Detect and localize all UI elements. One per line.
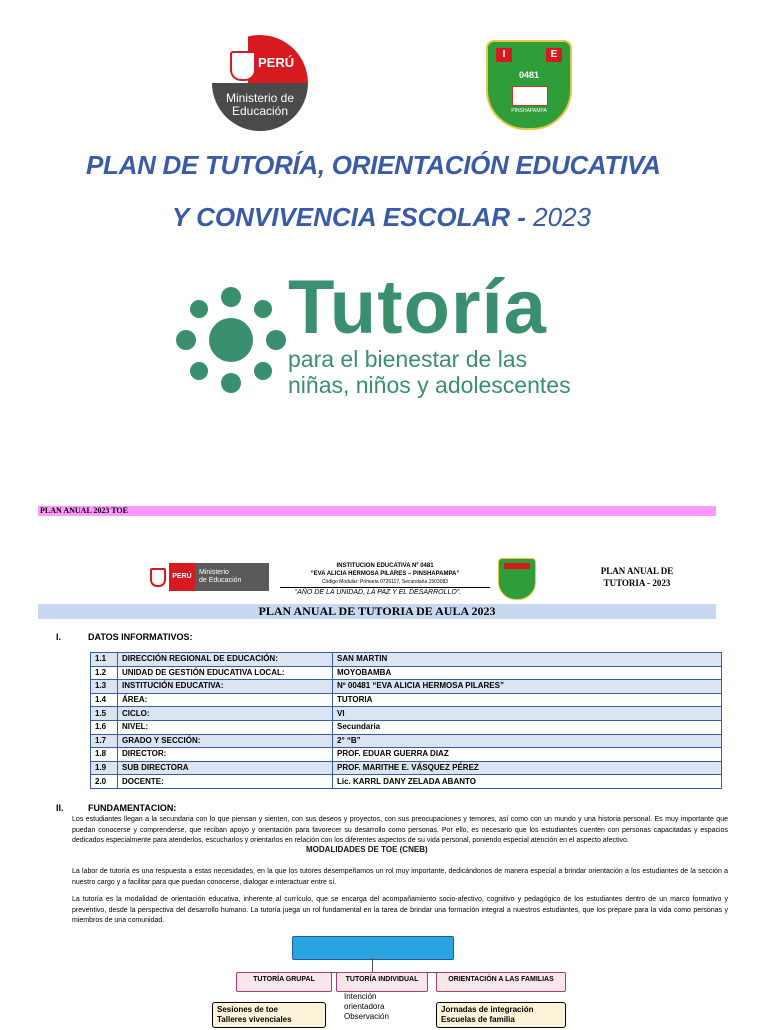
plan-anual-line1: PLAN ANUAL DE xyxy=(600,566,674,576)
row-number: 1.3 xyxy=(91,680,118,694)
school-crest xyxy=(486,40,572,130)
table-row xyxy=(91,666,722,680)
row-label: DOCENTE: xyxy=(118,775,333,789)
year-motto: “AÑO DE LA UNIDAD, LA PAZ Y EL DESARROLLO”. xyxy=(294,589,462,596)
crest-number: 0481 xyxy=(518,70,540,80)
table-row xyxy=(91,653,722,667)
sub-grupal-line2: Talleres vivenciales xyxy=(217,1015,292,1024)
table-row xyxy=(91,761,722,775)
table-row xyxy=(91,707,722,721)
crest-letter-i: I xyxy=(496,48,512,62)
row-number: 1.4 xyxy=(91,693,118,707)
diagram-box-tutoria-grupal: TUTORÍA GRUPAL xyxy=(236,972,332,992)
plan-anual-bar: PLAN ANUAL 2023 TOE xyxy=(38,506,716,516)
tutoria-dots-icon xyxy=(172,285,290,395)
row-number: 1.7 xyxy=(91,734,118,748)
table-row xyxy=(91,734,722,748)
tutoria-subtitle-2: niñas, niños y adolescentes xyxy=(288,372,571,398)
row-label: GRADO Y SECCIÓN: xyxy=(118,734,333,748)
peru-shield-icon xyxy=(230,51,256,81)
sub-individual-line3: Observación xyxy=(344,1012,389,1021)
tutoria-word: Tutoría xyxy=(288,265,547,350)
row-number: 1.5 xyxy=(91,707,118,721)
plan-anual-line2: TUTORIA - 2023 xyxy=(603,578,671,588)
table-row xyxy=(91,693,722,707)
table-row xyxy=(91,680,722,694)
row-label: CICLO: xyxy=(118,707,333,721)
row-label: DIRECCIÓN REGIONAL DE EDUCACIÓN: xyxy=(118,653,333,667)
row-number: 2.0 xyxy=(91,775,118,789)
row-number: 1.2 xyxy=(91,666,118,680)
section1-number: I. xyxy=(56,632,62,642)
diagram-sub-individual xyxy=(340,990,430,1030)
table-row xyxy=(91,720,722,734)
row-value: Nº 00481 “EVA ALICIA HERMOSA PILARES” xyxy=(333,680,722,694)
diagram-box-orientacion-familias: ORIENTACIÓN A LAS FAMILIAS xyxy=(436,972,566,992)
cover-title-line2 xyxy=(172,202,591,233)
small-minedu-line1: Ministerio xyxy=(199,569,229,576)
small-minedu-text xyxy=(195,563,269,591)
row-number: 1.6 xyxy=(91,720,118,734)
section1-label: DATOS INFORMATIVOS: xyxy=(88,632,193,642)
plan-anual-heading xyxy=(572,565,702,589)
row-value: SAN MARTIN xyxy=(333,653,722,667)
cover-title-line1: PLAN DE TUTORÍA, ORIENTACIÓN EDUCATIVA xyxy=(86,150,661,180)
row-label: INSTITUCIÓN EDUCATIVA: xyxy=(118,680,333,694)
paragraph-1: Los estudiantes llegan a la secundaria con lo que piensan y sienten, con sus deseos y proyectos, con sus preocupaciones y temores, así como con un mundo y una historia personal. Es muy importante que puedan conocerse y comprenderse, que reciban apoyo y orientación para favorecer su desarrollo como personas. Por ello, es necesario que los estudiantes cuenten con personas capacitadas y espacios dedicados especialmente para atenderlos, escucharlos y orientarlos en relación con los diferentes aspectos de su vida personal, poniendo especial atención en el aspecto afectivo. xyxy=(72,816,728,844)
cover-title-year: 2023 xyxy=(533,202,591,232)
sub-grupal-line1: Sesiones de toe xyxy=(217,1005,278,1014)
sub-individual-line2: orientadora xyxy=(344,1002,385,1011)
small-minedu-logo xyxy=(145,563,269,591)
cover-title-text: Y CONVIVENCIA ESCOLAR - xyxy=(172,202,534,232)
datos-table xyxy=(90,652,722,789)
sub-individual-line1: Intención xyxy=(344,992,377,1001)
tutoria-subtitle-1: para el bienestar de las xyxy=(288,346,528,372)
minedu-name: Ministerio de Educación xyxy=(225,91,295,118)
sub-familias-line1: Jornadas de integración xyxy=(441,1005,534,1014)
row-label: UNIDAD DE GESTIÓN EDUCATIVA LOCAL: xyxy=(118,666,333,680)
section2-number: II. xyxy=(56,803,64,813)
inst-code: Código Modular: Primaria 0726117, Secundaria 1503083 xyxy=(321,579,449,585)
institution-heading xyxy=(280,562,490,586)
table-row xyxy=(91,775,722,789)
diagram-sub-familias xyxy=(436,1002,566,1028)
row-number: 1.1 xyxy=(91,653,118,667)
diagram-box-tutoria-individual: TUTORÍA INDIVIDUAL xyxy=(336,972,428,992)
modalidades-title: MODALIDADES DE TOE (CNEB) xyxy=(306,845,428,854)
row-number: 1.9 xyxy=(91,761,118,775)
diagram-sub-grupal xyxy=(212,1002,326,1028)
row-value: VI xyxy=(333,707,722,721)
row-label: SUB DIRECTORA xyxy=(118,761,333,775)
paragraph-2: La labor de tutoría es una respuesta a estas necesidades, en la que los tutores desempeñamos un rol muy importante, dedicándonos de manera especial a brindar orientación a los estudiantes de la sección a nuestro cargo y a facilitar para que puedan conocerse, dialogar e interactuar entre sí. xyxy=(72,868,728,886)
small-minedu-line2: de Educación xyxy=(199,577,242,584)
crest-letter-e: E xyxy=(546,48,562,62)
sub-familias-line2: Escuelas de familia xyxy=(441,1015,515,1024)
paragraph-3: La tutoría es la modalidad de orientación educativa, inherente al currículo, que se encarga del acompañamiento socio-afectivo, cognitivo y pedagógico de los estudiantes dentro de un marco formativo y preventivo, desde la perspectiva del desarrollo humano. La tutoría juega un rol fundamental en la tarea de brindar una formación integral a nuestros estudiantes, que los prepare para la vida como personas y miembros de una comunidad. xyxy=(72,896,728,924)
row-value: Lic. KARRL DANY ZELADA ABANTO xyxy=(333,775,722,789)
row-value: MOYOBAMBA xyxy=(333,666,722,680)
diagram-root-box xyxy=(292,936,454,960)
row-value: Secundaria xyxy=(333,720,722,734)
crest-place: PINSHAPAMPA xyxy=(511,108,547,114)
row-value: TUTORIA xyxy=(333,693,722,707)
main-title: PLAN ANUAL DE TUTORIA DE AULA 2023 xyxy=(38,604,716,619)
small-peru-text: PERÚ xyxy=(169,563,195,591)
row-number: 1.8 xyxy=(91,748,118,762)
inst-line1: INSTITUCION EDUCATIVA Nº 0481 xyxy=(336,563,434,569)
row-value: PROF. MARITHE E. VÁSQUEZ PÉREZ xyxy=(333,761,722,775)
inst-line2: “EVA ALICIA HERMOSA PILARES – PINSHAPAMPA” xyxy=(310,571,460,577)
section2-label: FUNDAMENTACION: xyxy=(88,803,177,813)
book-icon xyxy=(512,86,548,106)
row-value: PROF. EDUAR GUERRA DIAZ xyxy=(333,748,722,762)
minedu-logo xyxy=(212,35,308,131)
small-shield-icon xyxy=(145,563,169,591)
section2-heading xyxy=(56,803,177,813)
small-school-crest xyxy=(498,558,536,600)
diagram-connector-v xyxy=(372,958,373,972)
row-value: 2° “B” xyxy=(333,734,722,748)
row-label: NIVEL: xyxy=(118,720,333,734)
section1-heading xyxy=(56,632,193,642)
row-label: ÁREA: xyxy=(118,693,333,707)
table-row xyxy=(91,748,722,762)
inst-divider xyxy=(280,587,490,588)
minedu-peru-text: PERÚ xyxy=(258,55,295,70)
row-label: DIRECTOR: xyxy=(118,748,333,762)
